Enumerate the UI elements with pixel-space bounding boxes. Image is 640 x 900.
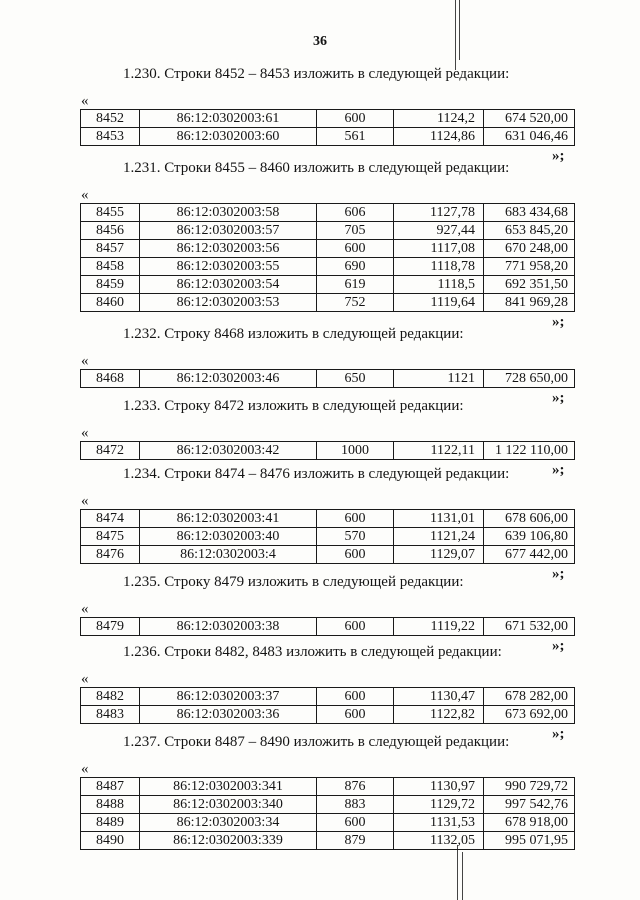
table-row [81,276,575,294]
open-quote: « [81,671,89,687]
amendment-table [80,687,575,724]
cadastral-number-cell: 86:12:0302003:340 [140,796,317,814]
table-row [81,110,575,128]
row-number-cell: 8483 [81,706,140,724]
cost-cell: 653 845,20 [484,222,575,240]
cost-cell: 673 692,00 [484,706,575,724]
row-number-cell: 8468 [81,370,140,388]
open-quote: « [81,353,89,369]
cost-cell: 990 729,72 [484,778,575,796]
table-row [81,370,575,388]
row-number-cell: 8452 [81,110,140,128]
cadastral-number-cell: 86:12:0302003:40 [140,528,317,546]
area-cell: 600 [317,240,394,258]
row-number-cell: 8475 [81,528,140,546]
row-number-cell: 8479 [81,618,140,636]
rate-cell: 1118,5 [394,276,484,294]
cadastral-number-cell: 86:12:0302003:53 [140,294,317,312]
table-row [81,294,575,312]
rate-cell: 1119,22 [394,618,484,636]
cost-cell: 677 442,00 [484,546,575,564]
area-cell: 561 [317,128,394,146]
table-row [81,258,575,276]
amendment-heading: 1.234. Строки 8474 – 8476 изложить в следующей редакции: [123,466,510,482]
amendment-table [80,109,575,146]
area-cell: 600 [317,706,394,724]
cadastral-number-cell: 86:12:0302003:42 [140,442,317,460]
area-cell: 600 [317,814,394,832]
close-quote: »; [552,314,565,330]
table-row [81,618,575,636]
area-cell: 883 [317,796,394,814]
cadastral-number-cell: 86:12:0302003:34 [140,814,317,832]
amendment-heading: 1.233. Строку 8472 изложить в следующей редакции: [123,398,464,414]
area-cell: 600 [317,688,394,706]
cost-cell: 670 248,00 [484,240,575,258]
row-number-cell: 8456 [81,222,140,240]
cadastral-number-cell: 86:12:0302003:339 [140,832,317,850]
area-cell: 879 [317,832,394,850]
cadastral-number-cell: 86:12:0302003:36 [140,706,317,724]
row-number-cell: 8488 [81,796,140,814]
close-quote: »; [552,726,565,742]
table-row [81,546,575,564]
row-number-cell: 8460 [81,294,140,312]
amendment-heading: 1.232. Строку 8468 изложить в следующей редакции: [123,326,464,342]
table-row [81,128,575,146]
rate-cell: 1130,97 [394,778,484,796]
table-row [81,528,575,546]
table-row [81,222,575,240]
cost-cell: 841 969,28 [484,294,575,312]
row-number-cell: 8490 [81,832,140,850]
amendment-heading: 1.230. Строки 8452 – 8453 изложить в следующей редакции: [123,66,510,82]
area-cell: 876 [317,778,394,796]
cost-cell: 678 918,00 [484,814,575,832]
area-cell: 570 [317,528,394,546]
area-cell: 619 [317,276,394,294]
table-row [81,510,575,528]
row-number-cell: 8487 [81,778,140,796]
area-cell: 600 [317,510,394,528]
table-row [81,204,575,222]
area-cell: 606 [317,204,394,222]
open-quote: « [81,425,89,441]
cost-cell: 674 520,00 [484,110,575,128]
cost-cell: 997 542,76 [484,796,575,814]
area-cell: 690 [317,258,394,276]
cadastral-number-cell: 86:12:0302003:4 [140,546,317,564]
amendment-heading: 1.237. Строки 8487 – 8490 изложить в следующей редакции: [123,734,510,750]
table-row [81,778,575,796]
cadastral-number-cell: 86:12:0302003:60 [140,128,317,146]
row-number-cell: 8455 [81,204,140,222]
row-number-cell: 8489 [81,814,140,832]
area-cell: 600 [317,110,394,128]
page-number: 36 [313,34,327,49]
cadastral-number-cell: 86:12:0302003:54 [140,276,317,294]
cadastral-number-cell: 86:12:0302003:38 [140,618,317,636]
rate-cell: 1117,08 [394,240,484,258]
cost-cell: 639 106,80 [484,528,575,546]
table-row [81,240,575,258]
close-quote: »; [552,390,565,406]
amendment-heading: 1.235. Строку 8479 изложить в следующей редакции: [123,574,464,590]
area-cell: 600 [317,618,394,636]
table-row [81,814,575,832]
row-number-cell: 8476 [81,546,140,564]
cadastral-number-cell: 86:12:0302003:56 [140,240,317,258]
cost-cell: 671 532,00 [484,618,575,636]
binding-mark-bottom-2 [462,852,463,900]
rate-cell: 1124,2 [394,110,484,128]
rate-cell: 927,44 [394,222,484,240]
amendment-heading: 1.231. Строки 8455 – 8460 изложить в следующей редакции: [123,160,510,176]
cost-cell: 728 650,00 [484,370,575,388]
amendment-table [80,509,575,564]
open-quote: « [81,493,89,509]
row-number-cell: 8459 [81,276,140,294]
close-quote: »; [552,148,565,164]
row-number-cell: 8453 [81,128,140,146]
amendment-table [80,441,575,460]
cadastral-number-cell: 86:12:0302003:41 [140,510,317,528]
rate-cell: 1129,72 [394,796,484,814]
close-quote: »; [552,462,565,478]
area-cell: 752 [317,294,394,312]
cadastral-number-cell: 86:12:0302003:46 [140,370,317,388]
table-row [81,796,575,814]
cadastral-number-cell: 86:12:0302003:57 [140,222,317,240]
cost-cell: 683 434,68 [484,204,575,222]
cost-cell: 678 282,00 [484,688,575,706]
cadastral-number-cell: 86:12:0302003:61 [140,110,317,128]
rate-cell: 1129,07 [394,546,484,564]
binding-mark-top-2 [459,0,460,60]
cost-cell: 631 046,46 [484,128,575,146]
cadastral-number-cell: 86:12:0302003:341 [140,778,317,796]
open-quote: « [81,187,89,203]
cadastral-number-cell: 86:12:0302003:37 [140,688,317,706]
amendment-heading: 1.236. Строки 8482, 8483 изложить в следующей редакции: [123,644,502,660]
table-row [81,442,575,460]
table-row [81,706,575,724]
rate-cell: 1130,47 [394,688,484,706]
rate-cell: 1121 [394,370,484,388]
cost-cell: 995 071,95 [484,832,575,850]
area-cell: 600 [317,546,394,564]
open-quote: « [81,761,89,777]
close-quote: »; [552,638,565,654]
amendment-table [80,369,575,388]
rate-cell: 1127,78 [394,204,484,222]
area-cell: 650 [317,370,394,388]
cost-cell: 1 122 110,00 [484,442,575,460]
rate-cell: 1119,64 [394,294,484,312]
row-number-cell: 8482 [81,688,140,706]
cost-cell: 771 958,20 [484,258,575,276]
table-row [81,688,575,706]
cost-cell: 678 606,00 [484,510,575,528]
open-quote: « [81,93,89,109]
cadastral-number-cell: 86:12:0302003:55 [140,258,317,276]
rate-cell: 1122,11 [394,442,484,460]
rate-cell: 1131,01 [394,510,484,528]
amendment-table [80,777,575,850]
amendment-table [80,617,575,636]
rate-cell: 1131,53 [394,814,484,832]
row-number-cell: 8474 [81,510,140,528]
rate-cell: 1118,78 [394,258,484,276]
row-number-cell: 8472 [81,442,140,460]
open-quote: « [81,601,89,617]
table-row [81,832,575,850]
area-cell: 705 [317,222,394,240]
binding-mark-bottom [457,845,458,900]
binding-mark-top [455,0,456,70]
row-number-cell: 8457 [81,240,140,258]
cost-cell: 692 351,50 [484,276,575,294]
row-number-cell: 8458 [81,258,140,276]
rate-cell: 1122,82 [394,706,484,724]
area-cell: 1000 [317,442,394,460]
rate-cell: 1132,05 [394,832,484,850]
cadastral-number-cell: 86:12:0302003:58 [140,204,317,222]
amendment-table [80,203,575,312]
rate-cell: 1124,86 [394,128,484,146]
rate-cell: 1121,24 [394,528,484,546]
close-quote: »; [552,566,565,582]
